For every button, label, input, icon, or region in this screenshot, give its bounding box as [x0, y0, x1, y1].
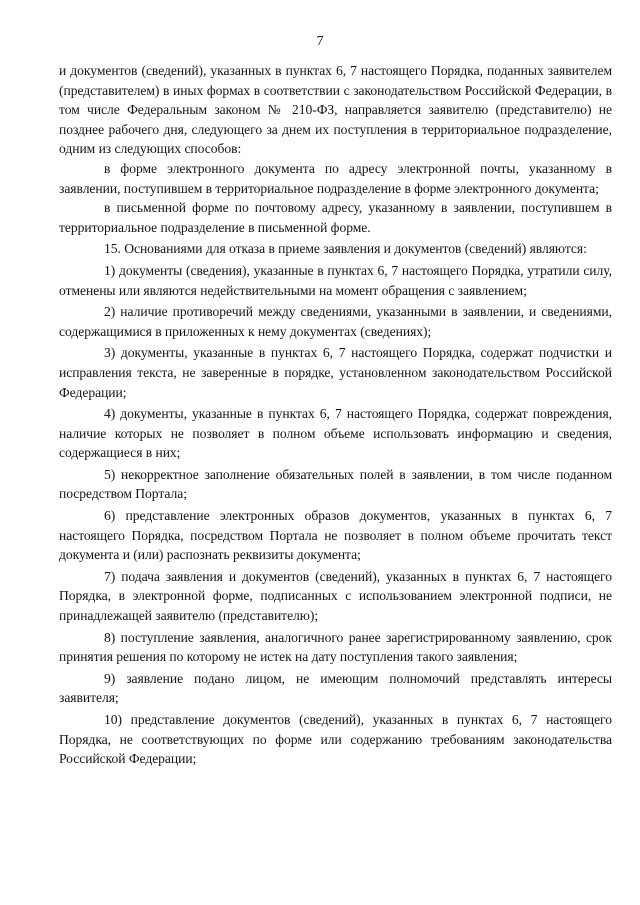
list-item-10: 10) представление документов (сведений), указанных в пунктах 6, 7 настоящего Порядка, не соответствующих по форме или содержанию требованиям законодательства Российской Федерации; [59, 712, 612, 767]
page-number: 7 [316, 34, 324, 49]
paragraph-continuation: и документов (сведений), указанных в пунктах 6, 7 настоящего Порядка, поданных заявителем (представителем) в иных формах в соответствии с законодательством Российской Федерации, в том числе Федеральным законом № 210-ФЗ, направляется заявителю (представителю) не позднее рабочего дня, следующего за днем их поступления в территориальное подразделение, одним из следующих способов: [59, 63, 612, 157]
list-item-3: 3) документы, указанные в пунктах 6, 7 настоящего Порядка, содержат подчистки и исправления текста, не заверенные в порядке, установленном законодательством Российской Федерации; [59, 345, 612, 400]
paragraph-section-15: 15. Основаниями для отказа в приеме заявления и документов (сведений) являются: [104, 241, 587, 257]
paragraph-email-method: в форме электронного документа по адресу электронной почты, указанному в заявлении, поступившем в территориальное подразделение в форме электронного документа; [59, 160, 612, 196]
list-item-6: 6) представление электронных образов документов, указанных в пунктах 6, 7 настоящего Порядка, посредством Портала не позволяет в полном объеме прочитать текст документа и (или) распознать реквизиты документа; [59, 508, 612, 563]
list-item-2: 2) наличие противоречий между сведениями, указанными в заявлении, и сведениями, содержащимися в приложенных к нему документах (сведениях); [59, 304, 612, 339]
list-item-4: 4) документы, указанные в пунктах 6, 7 настоящего Порядка, содержат повреждения, наличие которых не позволяет в полном объеме использовать информацию и сведения, содержащиеся в них; [59, 406, 612, 461]
document-body [59, 61, 612, 769]
list-item-1: 1) документы (сведения), указанные в пунктах 6, 7 настоящего Порядка, утратили силу, отменены или являются недействительными на момент обращения с заявлением; [59, 262, 612, 298]
list-item-8: 8) поступление заявления, аналогичного ранее зарегистрированному заявлению, срок принятия решения по которому не истек на дату поступления такого заявления; [59, 629, 612, 665]
list-item-9: 9) заявление подано лицом, не имеющим полномочий представлять интересы заявителя; [59, 670, 612, 706]
paragraph-postal-method: в письменной форме по почтовому адресу, указанному в заявлении, поступившем в территориальное подразделение в письменной форме. [59, 200, 612, 235]
list-item-7: 7) подача заявления и документов (сведений), указанных в пунктах 6, 7 настоящего Порядка, в электронной форме, подписанных с использованием электронной подписи, не принадлежащей заявителю (представителю); [59, 568, 612, 624]
list-item-5: 5) некорректное заполнение обязательных полей в заявлении, в том числе поданном посредством Портала; [59, 466, 612, 502]
